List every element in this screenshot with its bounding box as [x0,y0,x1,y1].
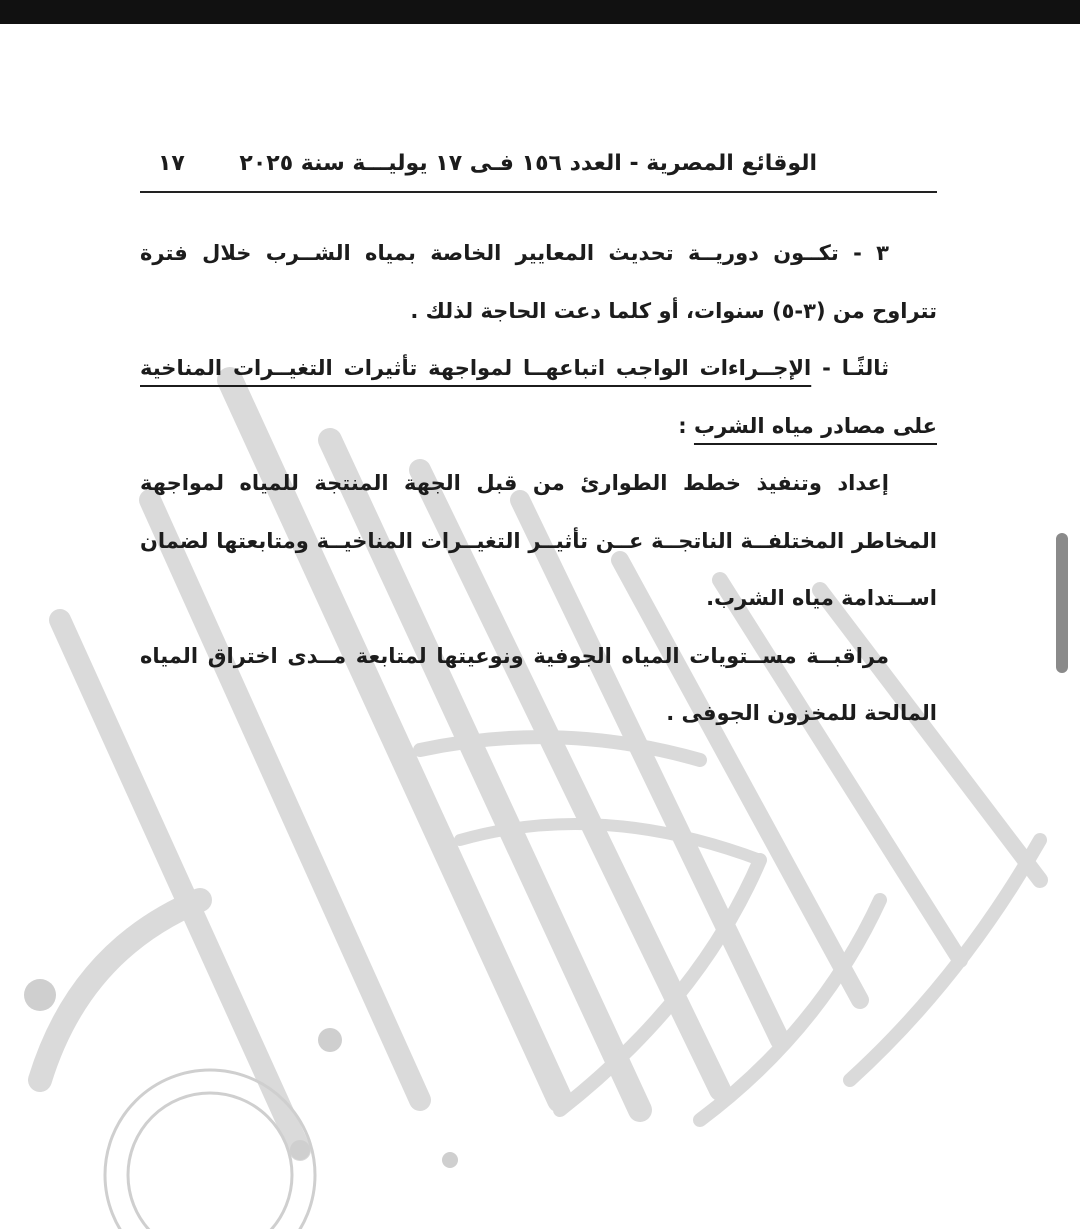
gazette-title: الوقائع المصرية - العدد ١٥٦ فـى ١٧ يوليـــة سنة ٢٠٢٥ [239,151,817,176]
document-body [140,225,937,743]
section-3-heading [140,340,937,455]
section-3-suffix: : [678,413,694,438]
page-number: ١٧ [158,151,185,176]
item-3-paragraph: ٣ - تكــون دوريــة تحديث المعايير الخاصة بمياه الشــرب خلال فترة تتراوح من (٣-٥) سنوات، أو كلما دعت الحاجة لذلك . [140,241,937,323]
scrollbar-thumb[interactable] [1056,533,1068,673]
emergency-plans-paragraph: إعداد وتنفيذ خطط الطوارئ من قبل الجهة المنتجة للمياه لمواجهة المخاطر المختلفــة الناتجــة عــن تأثيــر التغيــرات المناخيــة ومتابعتها لضمان اســتدامة مياه الشرب. [140,471,937,610]
page-header [140,145,937,193]
section-3-title: الإجــراءات الواجب اتباعهــا لمواجهة تأثيرات التغيــرات المناخية على مصادر مياه الشرب [140,356,937,438]
groundwater-monitoring-paragraph: مراقبــة مســتويات المياه الجوفية ونوعيتها لمتابعة مــدى اختراق المياه المالحة للمخزون الجوفى . [140,643,937,725]
section-3-prefix: ثالثًـا - [811,356,889,380]
